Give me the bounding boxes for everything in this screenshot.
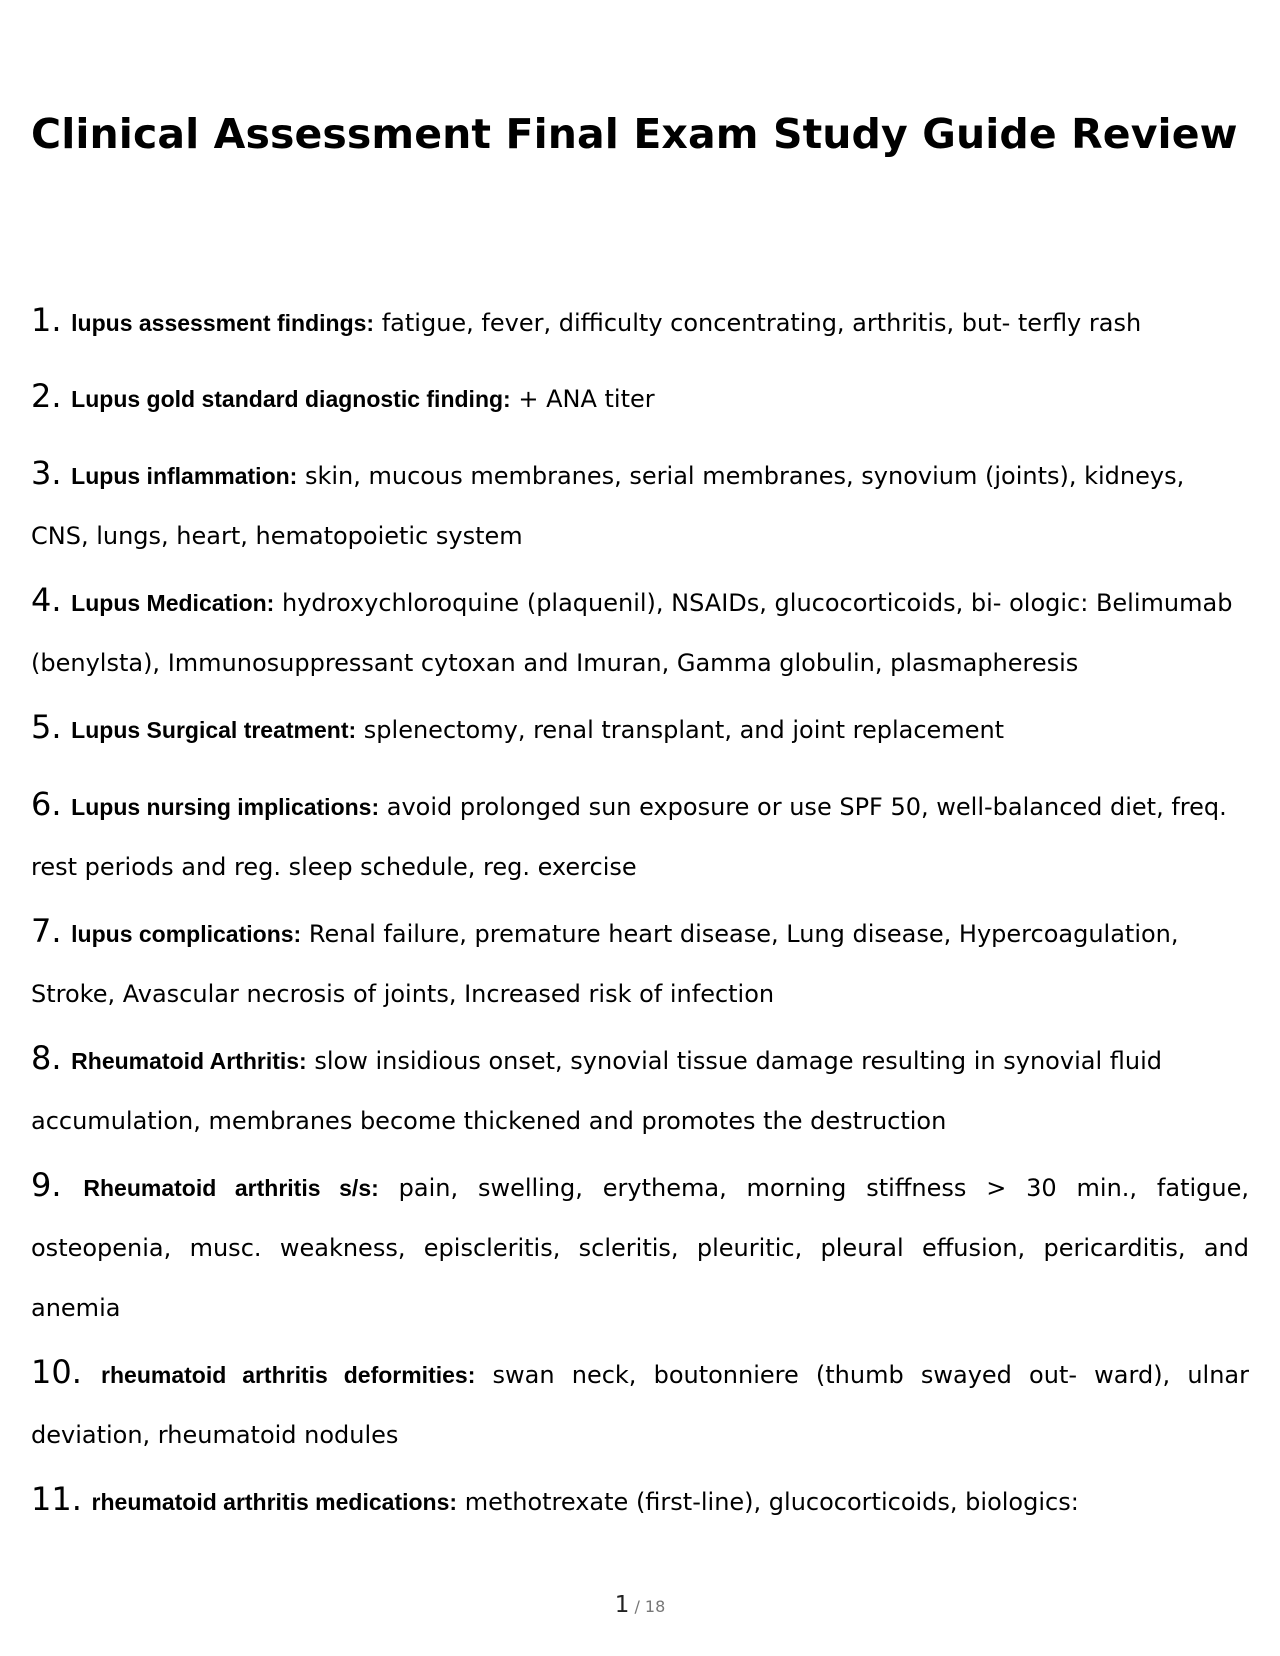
- item-term: lupus assessment findings:: [71, 310, 375, 336]
- page-number-total: / 18: [634, 1597, 666, 1616]
- item-term: Lupus inflammation:: [71, 463, 298, 489]
- list-item: [31, 1342, 1249, 1465]
- page-number-current: 1: [614, 1592, 630, 1618]
- list-item: [31, 570, 1249, 693]
- item-definition: methotrexate (first-line), glucocorticoids, biologics:: [464, 1488, 1079, 1516]
- item-definition: pain, swelling, erythema, morning stiffness > 30 min., fatigue, osteopenia, musc. weakness, episcleritis, scleritis, pleuritic, pleural effusion, pericarditis, and anemia: [31, 1174, 1249, 1322]
- item-number: 4.: [31, 581, 62, 619]
- item-term: Rheumatoid arthritis s/s:: [83, 1175, 379, 1201]
- list-item: [31, 290, 1249, 353]
- item-definition: + ANA titer: [518, 385, 655, 413]
- item-number: 1.: [31, 301, 62, 339]
- item-number: 3.: [31, 454, 62, 492]
- item-number: 10.: [31, 1353, 82, 1391]
- item-definition: Renal failure, premature heart disease, Lung disease, Hypercoagulation, Stroke, Avascular necrosis of joints, Increased risk of infection: [31, 920, 1179, 1008]
- list-item: [31, 443, 1249, 566]
- item-term: rheumatoid arthritis deformities:: [101, 1362, 476, 1388]
- item-definition: splenectomy, renal transplant, and joint replacement: [363, 716, 1005, 744]
- item-definition: slow insidious onset, synovial tissue damage resulting in synovial fluid accumulation, membranes become thickened and promotes the destruction: [31, 1047, 1162, 1135]
- item-number: 9.: [31, 1166, 62, 1204]
- page-title: Clinical Assessment Final Exam Study Guide Review: [31, 110, 1238, 158]
- item-number: 5.: [31, 708, 62, 746]
- item-definition: skin, mucous membranes, serial membranes, synovium (joints), kidneys, CNS, lungs, heart, hematopoietic system: [31, 462, 1185, 550]
- item-term: Lupus nursing implications:: [71, 794, 380, 820]
- list-item: [31, 366, 1249, 429]
- item-number: 6.: [31, 785, 62, 823]
- item-definition: fatigue, fever, difficulty concentrating, arthritis, but- terfly rash: [381, 309, 1142, 337]
- list-item: [31, 1155, 1249, 1338]
- item-term: Rheumatoid Arthritis:: [71, 1048, 307, 1074]
- item-number: 8.: [31, 1039, 62, 1077]
- item-term: rheumatoid arthritis medications:: [91, 1489, 458, 1515]
- item-definition: swan neck, boutonniere (thumb swayed out- ward), ulnar deviation, rheumatoid nodules: [31, 1361, 1249, 1449]
- page-indicator: [0, 1592, 1280, 1618]
- list-item: [31, 774, 1249, 897]
- item-number: 7.: [31, 912, 62, 950]
- item-term: Lupus Surgical treatment:: [71, 717, 357, 743]
- list-item: [31, 697, 1249, 760]
- list-item: [31, 1469, 1249, 1532]
- item-term: lupus complications:: [71, 921, 302, 947]
- item-number: 11.: [31, 1480, 82, 1518]
- item-definition: hydroxychloroquine (plaquenil), NSAIDs, glucocorticoids, bi- ologic: Belimumab (benylsta), Immunosuppressant cytoxan and Imuran, Gamma globulin, plasmapheresis: [31, 589, 1233, 677]
- list-item: [31, 1028, 1249, 1151]
- list-item: [31, 901, 1249, 1024]
- item-number: 2.: [31, 377, 62, 415]
- study-guide-list: [31, 290, 1249, 1532]
- item-definition: avoid prolonged sun exposure or use SPF 50, well-balanced diet, freq. rest periods and reg. sleep schedule, reg. exercise: [31, 793, 1227, 881]
- item-term: Lupus gold standard diagnostic finding:: [71, 386, 511, 412]
- item-term: Lupus Medication:: [71, 590, 275, 616]
